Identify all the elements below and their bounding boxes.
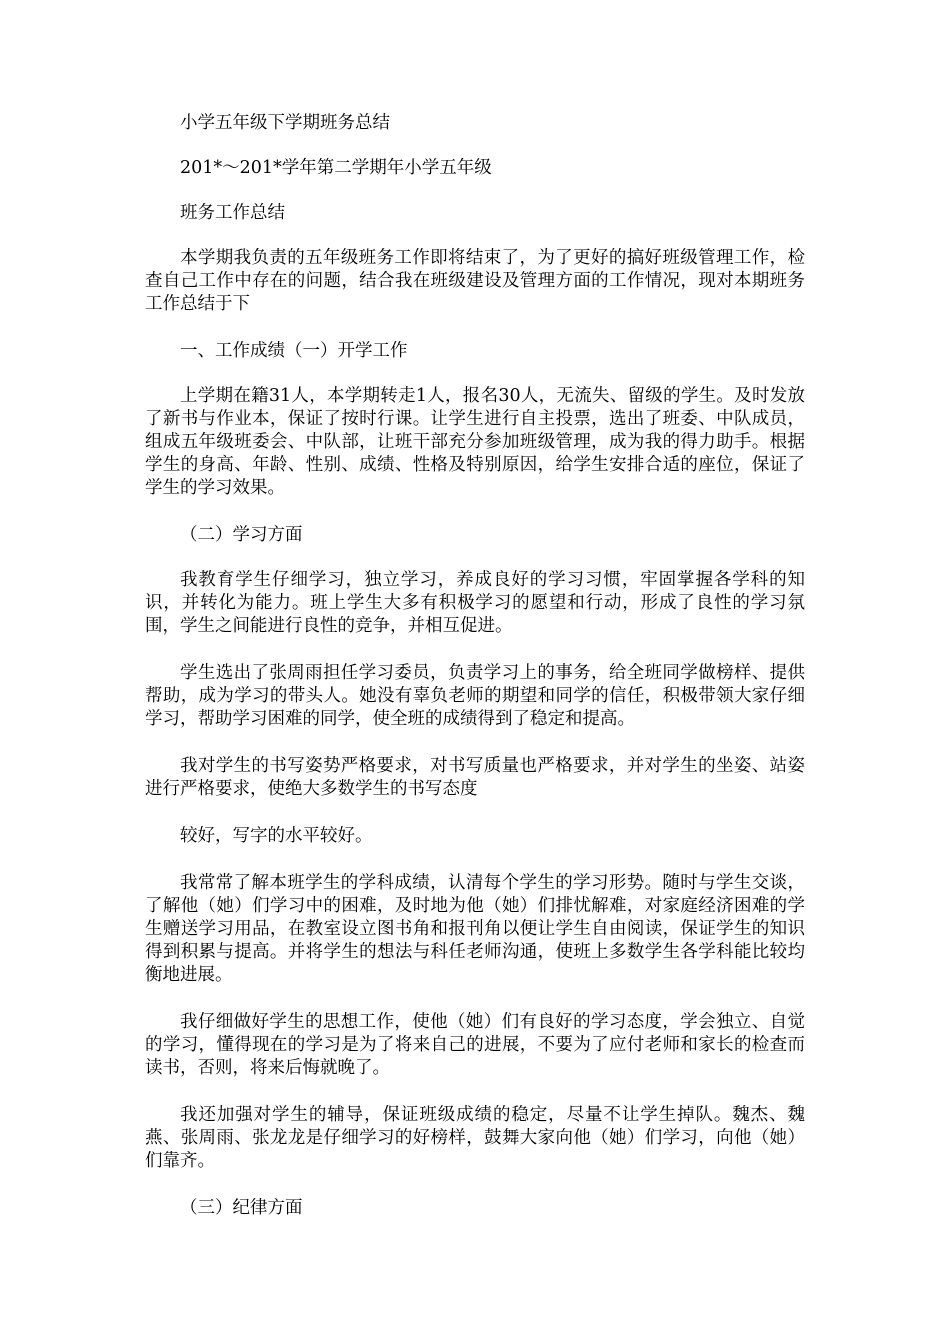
- paragraph-writing-level: 较好，写字的水平较好。: [180, 826, 373, 846]
- paragraph-intro: 本学期我负责的五年级班务工作即将结束了，为了更好的搞好班级管理工作，检查自己工作中存在的问题，结合我在班级建设及管理方面的工作情况，现对本期班务工作总结于下: [145, 248, 805, 314]
- document-title: 小学五年级下学期班务总结: [180, 113, 390, 133]
- section-heading-study: （二）学习方面: [180, 525, 303, 545]
- paragraph-study-habits: 我教育学生仔细学习，独立学习，养成良好的学习习惯，牢固掌握各学科的知识，并转化为能力。班上学生大多有积极学习的愿望和行动，形成了良性的学习氛围，学生之间能进行良性的竞争，并相互促进。: [145, 570, 805, 636]
- section-heading-achievements: 一、工作成绩（一）开学工作: [180, 341, 408, 361]
- paragraph-study-committee: 学生选出了张周雨担任学习委员，负责学习上的事务，给全班同学做榜样、提供帮助，成为学习的带头人。她没有辜负老师的期望和同学的信任，积极带领大家仔细学习，帮助学习困难的同学，使全班的成绩得到了稳定和提高。: [145, 663, 805, 729]
- paragraph-writing-posture: 我对学生的书写姿势严格要求，对书写质量也严格要求，并对学生的坐姿、站姿进行严格要求，使绝大多数学生的书写态度: [145, 756, 805, 799]
- paragraph-ideological-work: 我仔细做好学生的思想工作，使他（她）们有良好的学习态度，学会独立、自觉的学习，懂得现在的学习是为了将来自己的进展，不要为了应付老师和家长的检查而读书，否则，将来后悔就晚了。: [145, 1012, 805, 1078]
- section-heading-discipline: （三）纪律方面: [180, 1198, 303, 1218]
- paragraph-academic-tracking: 我常常了解本班学生的学科成绩，认清每个学生的学习形势。随时与学生交谈，了解他（她）们学习中的困难，及时地为他（她）们排忧解难，对家庭经济困难的学生赠送学习用品，在教室设立图书角和报刊角以便让学生自由阅读，保证学生的知识得到积累与提高。并将学生的想法与科任老师沟通，使班上多数学生各学科能比较均衡地进展。: [145, 873, 805, 985]
- document-body: [145, 112, 805, 1242]
- document-subtitle: 班务工作总结: [180, 203, 285, 223]
- document-subtitle-year: 201*～201*学年第二学期年小学五年级: [180, 158, 492, 178]
- paragraph-tutoring: 我还加强对学生的辅导，保证班级成绩的稳定，尽量不让学生掉队。魏杰、魏燕、张周雨、张龙龙是仔细学习的好榜样，鼓舞大家向他（她）们学习，向他（她）们靠齐。: [145, 1105, 805, 1171]
- paragraph-opening-work: 上学期在籍31人，本学期转走1人，报名30人，无流失、留级的学生。及时发放了新书与作业本，保证了按时行课。让学生进行自主投票，选出了班委、中队成员，组成五年级班委会、中队部，让班干部充分参加班级管理，成为我的得力助手。根据学生的身高、年龄、性别、成绩、性格及特别原因，给学生安排合适的座位，保证了学生的学习效果。: [145, 386, 805, 498]
